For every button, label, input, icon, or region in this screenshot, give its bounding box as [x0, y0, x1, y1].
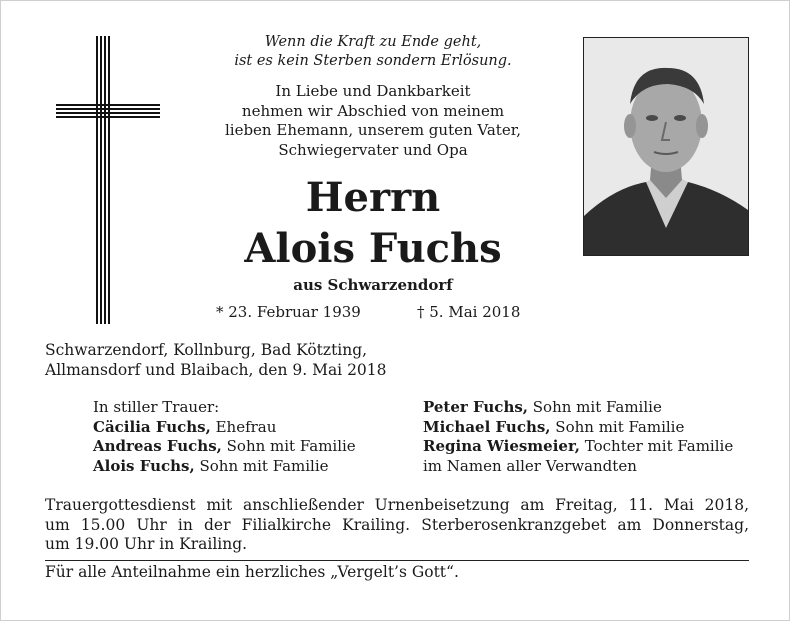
quote-line: Wenn die Kraft zu Ende geht,	[264, 34, 482, 50]
mourner-name: Cäcilia Fuchs,	[93, 417, 211, 436]
mourner-line	[423, 457, 733, 477]
mourner-name: Peter Fuchs,	[423, 398, 529, 416]
service-line: Trauergottesdienst mit anschließender Urnenbeisetzung am Freitag, 11. Mai 2018,	[45, 496, 749, 514]
location-line: Schwarzendorf, Kollnburg, Bad Kötzting,	[45, 341, 368, 359]
intro-line: In Liebe und Dankbarkeit	[275, 82, 471, 100]
death-date: † 5. Mai 2018	[417, 303, 521, 321]
mourner-line	[93, 437, 356, 457]
mourner-line	[93, 418, 356, 438]
mourner-name: Andreas Fuchs,	[93, 437, 222, 455]
mourners-right	[423, 398, 733, 476]
mourner-relation: im Namen aller Verwandten	[423, 456, 637, 475]
mourner-relation: Sohn mit Familie	[194, 456, 329, 475]
mourner-line	[93, 457, 356, 477]
mourner-relation: Sohn mit Familie	[550, 417, 685, 436]
mourner-relation: Ehefrau	[210, 417, 277, 436]
service-line: um 15.00 Uhr in der Filialkirche Krailing. Sterberosenkranzgebet am Donnerstag,	[45, 515, 749, 534]
mourner-relation: In stiller Trauer:	[93, 398, 220, 416]
mourners-left	[93, 398, 356, 476]
deceased-name: Alois Fuchs	[244, 225, 502, 272]
quote-line: ist es kein Sterben sondern Erlösung.	[234, 53, 512, 69]
mourner-name: Alois Fuchs,	[93, 456, 195, 475]
mourner-line	[423, 418, 733, 438]
cross-icon	[56, 36, 160, 324]
memorial-quote	[208, 33, 538, 71]
birth-date: * 23. Februar 1939	[216, 303, 361, 321]
intro-line: lieben Ehemann, unserem guten Vater,	[224, 121, 521, 139]
mourner-relation: Sohn mit Familie	[221, 437, 356, 455]
closing-text: Für alle Anteilnahme ein herzliches „Vergelt’s Gott“.	[45, 563, 459, 581]
mourner-line	[423, 437, 733, 457]
mourner-line	[423, 398, 733, 418]
mourner-name: Michael Fuchs,	[423, 417, 551, 436]
service-info	[45, 496, 749, 555]
salutation: Herrn	[305, 174, 441, 221]
divider	[45, 560, 749, 561]
mourner-line	[93, 398, 356, 418]
intro-line: Schwiegervater und Opa	[278, 140, 468, 159]
portrait-image	[584, 38, 748, 255]
portrait-photo	[583, 37, 749, 256]
intro-line: nehmen wir Abschied von meinem	[241, 101, 505, 120]
mourner-name: Regina Wiesmeier,	[423, 437, 581, 455]
origin-text: aus Schwarzendorf	[293, 276, 453, 294]
mourner-relation: Tochter mit Familie	[580, 437, 734, 455]
intro-text	[198, 82, 548, 160]
location-line: Allmansdorf und Blaibach, den 9. Mai 2018	[45, 360, 387, 379]
service-line: um 19.00 Uhr in Krailing.	[45, 535, 248, 553]
location-and-date	[45, 341, 387, 380]
mourner-relation: Sohn mit Familie	[528, 398, 662, 416]
